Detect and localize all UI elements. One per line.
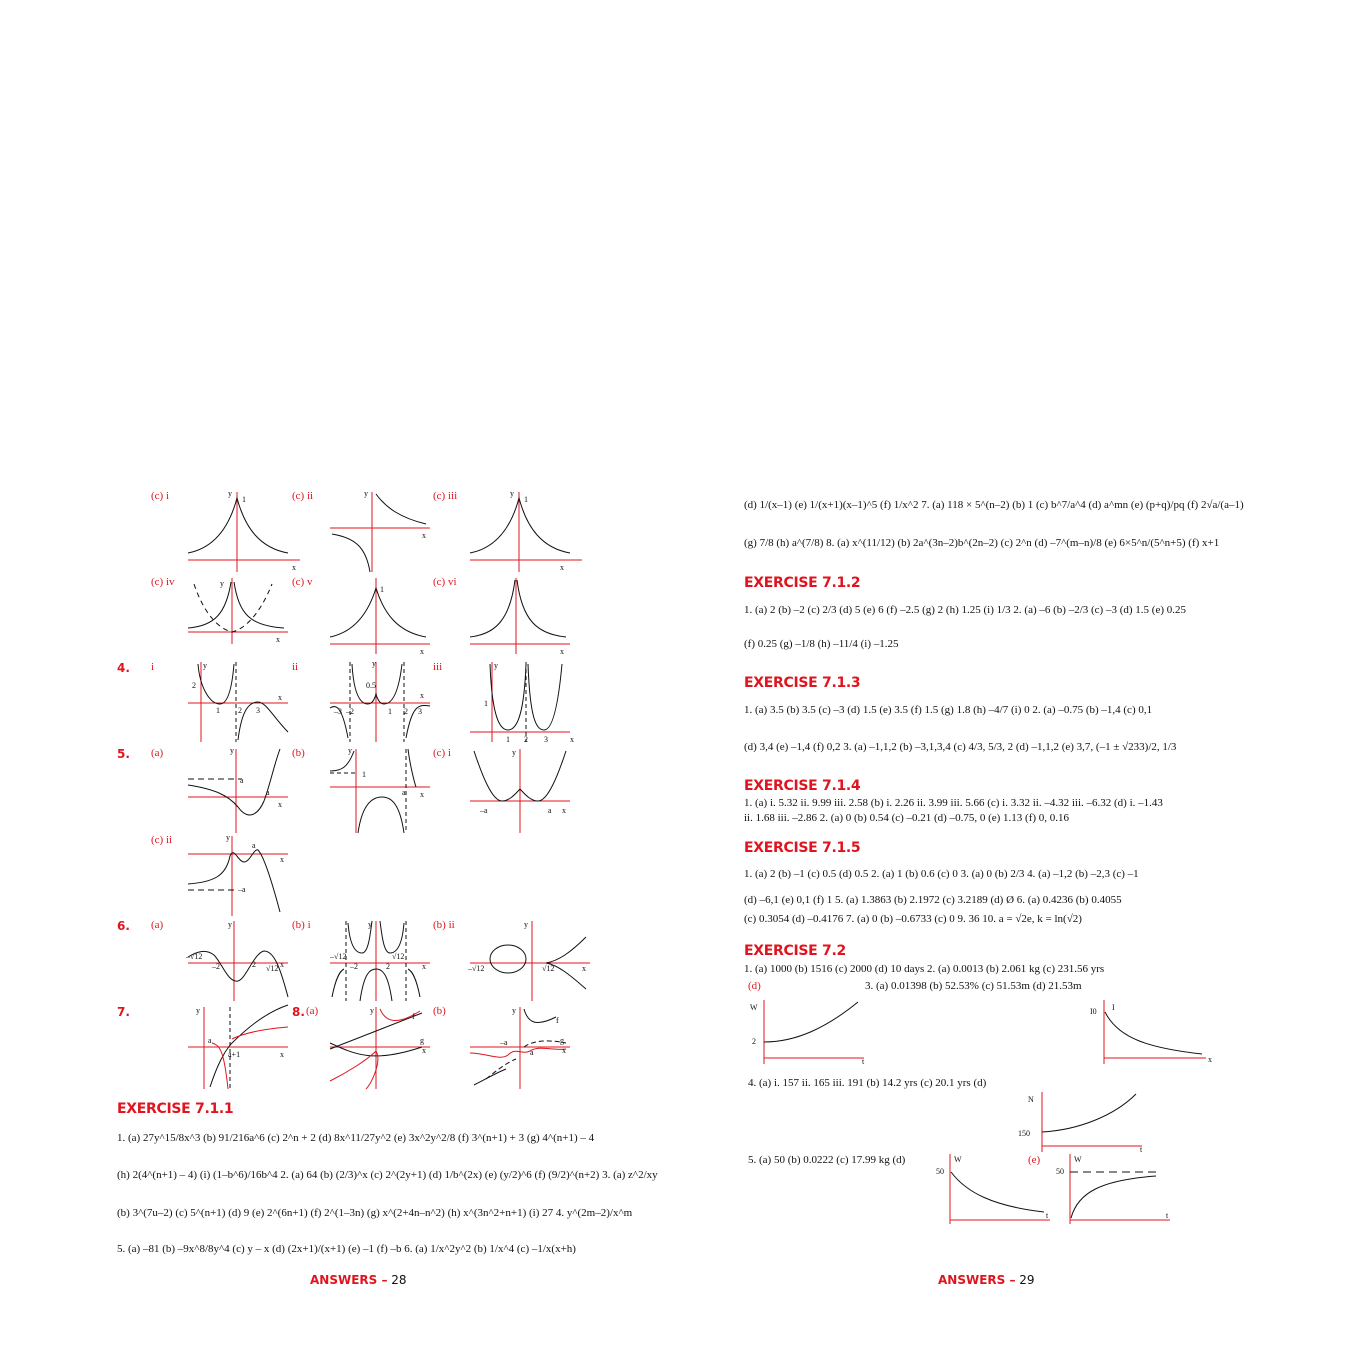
graph-6-a (184, 917, 294, 1002)
svg-text:y: y (228, 920, 232, 929)
svg-text:–√12: –√12 (330, 952, 347, 961)
axis-label: 2 (752, 1037, 756, 1046)
graph-c-ii (326, 488, 436, 573)
graph-5d-W (932, 1152, 1057, 1226)
axis-label: W (1074, 1155, 1082, 1164)
svg-text:2: 2 (386, 962, 390, 971)
axis-label: t (862, 1057, 865, 1066)
svg-text:x: x (280, 855, 284, 864)
svg-text:1: 1 (388, 707, 392, 716)
answer-line: 1. (a) i. 5.32 ii. 9.99 iii. 2.58 (b) i. 2.26 ii. 3.99 iii. 5.66 (c) i. 3.32 ii. –4.32 iii. –6.32 (d) i. –1.43 (744, 797, 1163, 809)
graph-label: (c) i (433, 747, 452, 759)
svg-text:y: y (220, 579, 224, 588)
graph-label: (c) ii (292, 490, 314, 502)
graph-label: iii (433, 661, 443, 673)
answer-line: 1. (a) 27y^15/8x^3 (b) 91/216a^6 (c) 2^n + 2 (d) 8x^11/27y^2 (e) 3x^2y^2/8 (f) 3^(n+1) + 3 (g) 4^(n+1) – 4 (117, 1132, 595, 1144)
svg-text:–√12: –√12 (186, 952, 203, 961)
graph-5-a (184, 745, 294, 835)
exercise-heading: EXERCISE 7.1.1 (117, 1101, 234, 1117)
graph-label: i (151, 661, 155, 673)
answer-line: (d) 3,4 (e) –1,4 (f) 0,2 3. (a) –1,1,2 (b) –3,1,3,4 (c) 4/3, 5/3, 2 (d) –1,1,2 (e) 3,7, (–1 ± √233)/2, 1/3 (744, 741, 1177, 753)
exercise-heading: EXERCISE 7.1.4 (744, 778, 861, 794)
svg-text:x: x (278, 800, 282, 809)
svg-text:f: f (412, 1012, 415, 1021)
svg-text:g: g (560, 1036, 564, 1045)
svg-text:–a: –a (480, 806, 488, 815)
svg-text:–2: –2 (212, 962, 220, 971)
svg-text:x: x (292, 563, 296, 572)
svg-text:√12: √12 (266, 964, 279, 973)
answer-line: (g) 7/8 (h) a^(7/8) 8. (a) x^(11/12) (b) 2a^(3n–2)b^(2n–2) (c) 2^n (d) –7^(m–n)/8 (e) 6×5^n/(5^n+5) (f) x+1 (744, 537, 1220, 549)
graph-label: (c) iii (433, 490, 458, 502)
svg-text:1: 1 (506, 735, 510, 744)
exercise-heading: EXERCISE 7.1.3 (744, 675, 861, 691)
svg-text:a+1: a+1 (228, 1050, 241, 1059)
graph-5-b (326, 745, 436, 835)
svg-text:3: 3 (256, 706, 260, 715)
answer-label: (e) (1028, 1154, 1041, 1166)
svg-text:y: y (372, 659, 376, 668)
graph-4-i (184, 658, 294, 743)
svg-text:–a: –a (500, 1038, 508, 1047)
answer-line: (d) –6,1 (e) 0,1 (f) 1 5. (a) 1.3863 (b) 2.1972 (c) 3.2189 (d) Ø 6. (a) 0.4236 (b) 0.4055 (744, 894, 1122, 906)
svg-text:y: y (512, 748, 516, 757)
svg-text:x: x (582, 964, 586, 973)
svg-text:–a: –a (238, 885, 246, 894)
svg-text:–2: –2 (346, 707, 354, 716)
question-number: 8. (292, 1005, 305, 1019)
svg-text:x: x (420, 790, 424, 799)
svg-text:x: x (562, 806, 566, 815)
svg-text:x: x (562, 1046, 566, 1055)
svg-text:2: 2 (252, 960, 256, 969)
svg-text:y: y (364, 489, 368, 498)
graph-4-iii (466, 658, 576, 743)
question-number: 7. (117, 1005, 130, 1019)
svg-text:a: a (402, 788, 406, 797)
graph-2d-W (746, 998, 871, 1066)
graph-label: (b) i (292, 919, 311, 931)
svg-text:x: x (570, 735, 574, 744)
graph-label: (b) (433, 1005, 446, 1017)
graph-c-i (184, 488, 304, 573)
axis-label: N (1028, 1095, 1034, 1104)
svg-text:a: a (240, 776, 244, 785)
answer-line: 1. (a) 3.5 (b) 3.5 (c) –3 (d) 1.5 (e) 3.5 (f) 1.5 (g) 1.8 (h) –4/7 (i) 0 2. (a) –0.75 (b) –1,4 (c) 0,1 (744, 704, 1153, 716)
answer-line: (f) 0.25 (g) –1/8 (h) –11/4 (i) –1.25 (744, 638, 899, 650)
answer-line: (d) 1/(x–1) (e) 1/(x+1)(x–1)^5 (f) 1/x^2 7. (a) 118 × 5^(n–2) (b) 1 (c) b^7/a^4 (d) a^mn (e) (p+q)/pq (f) 2√a/(a–1) (744, 499, 1244, 511)
answer-line: (b) 3^(7u–2) (c) 5^(n+1) (d) 9 (e) 2^(6n+1) (f) 2^(1–3n) (g) x^(2+4n–n^2) (h) x^(3n^2+n+1) (i) 27 4. y^(2m–2)/x^m (117, 1207, 633, 1219)
axis-label: I (1112, 1003, 1115, 1012)
svg-text:1: 1 (484, 699, 488, 708)
svg-text:x: x (276, 635, 280, 644)
svg-text:y: y (203, 661, 207, 670)
svg-text:y: y (348, 746, 352, 755)
axis-label: 50 (936, 1167, 944, 1176)
graph-label: (b) ii (433, 919, 455, 931)
svg-text:x: x (420, 647, 424, 656)
svg-text:y: y (196, 1006, 200, 1015)
svg-text:x: x (422, 531, 426, 540)
question-number: 4. (117, 661, 130, 675)
axis-label: t (1140, 1145, 1143, 1154)
svg-text:2: 2 (238, 706, 242, 715)
svg-text:x: x (422, 1046, 426, 1055)
svg-text:2: 2 (192, 681, 196, 690)
graph-6-bi (326, 917, 436, 1002)
svg-text:y: y (228, 489, 232, 498)
exercise-heading: EXERCISE 7.2 (744, 943, 846, 959)
svg-text:3: 3 (544, 735, 548, 744)
graph-4d-N (1018, 1090, 1148, 1154)
answer-line: 4. (a) i. 157 ii. 165 iii. 191 (b) 14.2 yrs (c) 20.1 yrs (d) (748, 1077, 987, 1089)
axis-label: W (750, 1003, 758, 1012)
question-number: 5. (117, 747, 130, 761)
svg-text:–3: –3 (334, 707, 342, 716)
svg-text:0.5: 0.5 (366, 681, 376, 690)
answer-line: 1. (a) 2 (b) –2 (c) 2/3 (d) 5 (e) 6 (f) –2.5 (g) 2 (h) 1.25 (i) 1/3 2. (a) –6 (b) –2/3 (c) –3 (d) 1.5 (e) 0.25 (744, 604, 1186, 616)
svg-text:y: y (510, 489, 514, 498)
page-number: 29 (1019, 1273, 1035, 1287)
svg-text:a: a (548, 806, 552, 815)
exercise-heading: EXERCISE 7.1.5 (744, 840, 861, 856)
svg-text:1: 1 (362, 770, 366, 779)
svg-text:a: a (208, 1036, 212, 1045)
svg-text:y: y (524, 920, 528, 929)
svg-text:x: x (560, 647, 564, 656)
footer-label: ANSWERS – (938, 1273, 1016, 1287)
graph-c-vi (466, 574, 576, 654)
svg-text:y: y (370, 1006, 374, 1015)
graph-label: (c) iv (151, 576, 175, 588)
svg-text:g: g (420, 1036, 424, 1045)
axis-label: W (954, 1155, 962, 1164)
svg-text:x: x (420, 691, 424, 700)
graph-8-a (326, 1003, 436, 1091)
graph-c-v (326, 574, 436, 654)
svg-text:y: y (512, 1006, 516, 1015)
graph-label: (a) (151, 919, 164, 931)
axis-label: x (1208, 1055, 1212, 1064)
svg-text:1: 1 (216, 706, 220, 715)
graph-7 (184, 1003, 294, 1091)
svg-text:–2: –2 (350, 962, 358, 971)
svg-text:1: 1 (242, 495, 246, 504)
graph-label: (a) (306, 1005, 319, 1017)
answer-line: (h) 2(4^(n+1) – 4) (i) (1–b^6)/16b^4 2. (a) 64 (b) (2/3)^x (c) 2^(2y+1) (d) 1/b^(2x) (e) (y/2)^6 (f) (9/2)^(n+2) 3. (a) z^2/xy (117, 1169, 658, 1181)
page-number: 28 (391, 1273, 407, 1287)
svg-text:a: a (266, 788, 270, 797)
page-footer (310, 1273, 407, 1287)
svg-text:3: 3 (418, 707, 422, 716)
svg-text:x: x (280, 1050, 284, 1059)
svg-text:–√12: –√12 (468, 964, 485, 973)
graph-c-iv (184, 574, 294, 646)
graph-5e-W (1052, 1152, 1177, 1226)
svg-text:y: y (230, 746, 234, 755)
graph-8-b (466, 1003, 576, 1091)
answer-line: 3. (a) 0.01398 (b) 52.53% (c) 51.53m (d) 21.53m (865, 980, 1082, 992)
svg-text:x: x (280, 960, 284, 969)
axis-label: 50 (1056, 1167, 1064, 1176)
svg-text:x: x (422, 962, 426, 971)
axis-label: 150 (1018, 1129, 1030, 1138)
svg-text:y: y (368, 920, 372, 929)
svg-text:a: a (530, 1048, 534, 1057)
graph-label: (c) v (292, 576, 313, 588)
svg-text:√12: √12 (392, 952, 405, 961)
footer-label: ANSWERS – (310, 1273, 388, 1287)
svg-text:a: a (252, 841, 256, 850)
page-footer (938, 1273, 1035, 1287)
svg-text:y: y (494, 661, 498, 670)
graph-5-cii (184, 832, 294, 917)
svg-text:2: 2 (524, 735, 528, 744)
axis-label: t (1046, 1211, 1049, 1220)
graph-6-bii (466, 917, 596, 1002)
graph-label: ii (292, 661, 299, 673)
answer-line: 5. (a) 50 (b) 0.0222 (c) 17.99 kg (d) (748, 1154, 906, 1166)
graph-c-iii (466, 488, 586, 573)
graph-label: (c) i (151, 490, 170, 502)
answer-label: (d) (748, 980, 761, 992)
graph-label: (b) (292, 747, 305, 759)
svg-text:f: f (556, 1016, 559, 1025)
graph-label: (a) (151, 747, 164, 759)
answer-line: (c) 0.3054 (d) –0.4176 7. (a) 0 (b) –0.6733 (c) 0 9. 36 10. a = √2e, k = ln(√2) (744, 913, 1082, 925)
graph-4-ii (326, 658, 436, 743)
graph-5-ci (466, 745, 576, 835)
question-number: 6. (117, 919, 130, 933)
svg-text:√12: √12 (542, 964, 555, 973)
svg-text:1: 1 (380, 585, 384, 594)
answer-line: ii. 1.68 iii. –2.86 2. (a) 0 (b) 0.54 (c) –0.21 (d) –0.75, 0 (e) 1.13 (f) 0, 0.16 (744, 812, 1070, 824)
axis-label: I0 (1090, 1007, 1097, 1016)
axis-label: t (1166, 1211, 1169, 1220)
graph-label: (c) ii (151, 834, 173, 846)
graph-3-I (1088, 998, 1213, 1066)
answer-line: 1. (a) 2 (b) –1 (c) 0.5 (d) 0.5 2. (a) 1 (b) 0.6 (c) 0 3. (a) 0 (b) 2/3 4. (a) –1,2 (b) –2,3 (c) –1 (744, 868, 1139, 880)
svg-text:1: 1 (524, 495, 528, 504)
svg-text:y: y (226, 833, 230, 842)
answer-line: 1. (a) 1000 (b) 1516 (c) 2000 (d) 10 days 2. (a) 0.0013 (b) 2.061 kg (c) 231.56 yrs (744, 963, 1105, 975)
svg-text:x: x (278, 693, 282, 702)
answer-line: 5. (a) –81 (b) –9x^8/8y^4 (c) y – x (d) (2x+1)/(x+1) (e) –1 (f) –b 6. (a) 1/x^2y^2 (b) 1/x^4 (c) –1/x(x+h) (117, 1243, 576, 1255)
svg-text:x: x (560, 563, 564, 572)
svg-text:2: 2 (404, 707, 408, 716)
graph-label: (c) vi (433, 576, 457, 588)
exercise-heading: EXERCISE 7.1.2 (744, 575, 861, 591)
